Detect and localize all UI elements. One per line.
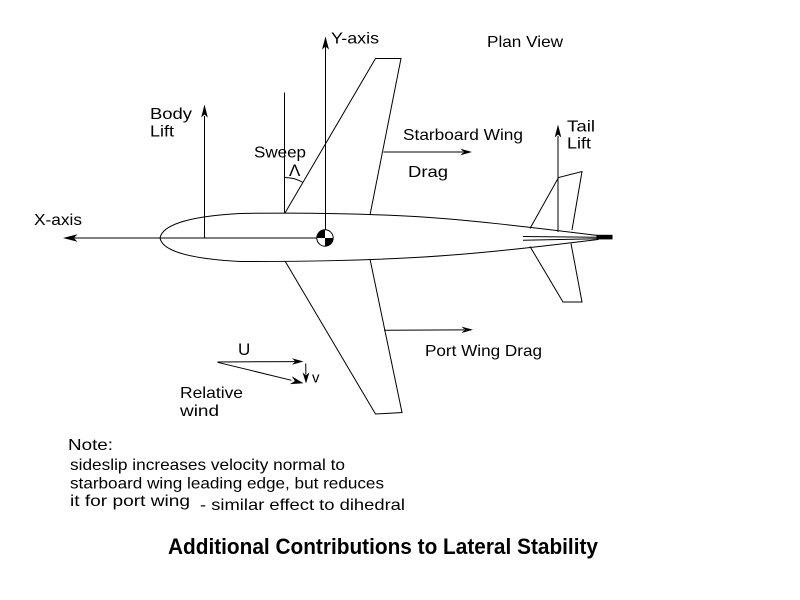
v-vector-label: v [312, 369, 320, 387]
tailcone-lower-line [523, 239, 597, 241]
y-axis-label: Y-axis [331, 30, 379, 48]
y-axis-arrow [322, 37, 329, 231]
starboard-tailplane-outline [530, 172, 582, 231]
vertical-fin-tip [597, 235, 613, 240]
tail-lift-arrow [555, 125, 562, 233]
tail-lift-label-line2: Lift [567, 135, 592, 153]
sweep-lambda-symbol: Λ [289, 161, 301, 180]
u-vector-label: U [238, 340, 251, 359]
fuselage-outline [160, 213, 598, 261]
note-line2: starboard wing leading edge, but reduces [70, 475, 384, 493]
note-line1: sideslip increases velocity normal to [70, 457, 346, 474]
tail-lift-label-line1: Tail [567, 118, 595, 136]
u-velocity-vector [218, 358, 304, 364]
cg-symbol [317, 230, 333, 246]
port-wing-outline [285, 259, 402, 414]
relative-wind-label-line1: Relative [180, 385, 244, 402]
port-tailplane-outline [530, 244, 582, 303]
relative-wind-label-line2: wind [178, 403, 219, 420]
note-line3: it for port wing [70, 493, 190, 510]
body-lift-arrow [201, 105, 208, 239]
starboard-wing-label: Starboard Wing [403, 127, 523, 144]
port-wing-drag-arrow [384, 327, 473, 333]
diagram-title: Additional Contributions to Lateral Stability [168, 534, 599, 559]
starboard-drag-label: Drag [408, 164, 448, 181]
note-heading: Note: [68, 437, 113, 454]
v-sideslip-vector [303, 364, 310, 384]
x-axis-arrow [63, 234, 317, 241]
starboard-wing-outline [285, 59, 401, 216]
relative-wind-vector [218, 362, 304, 384]
port-wing-drag-label: Port Wing Drag [425, 343, 542, 360]
body-lift-label-line2: Lift [150, 123, 175, 141]
sweep-label: Sweep [254, 144, 307, 162]
starboard-wing-drag-arrow [384, 149, 473, 155]
tailcone-upper-line [523, 237, 597, 238]
plan-view-label: Plan View [487, 34, 564, 51]
note-line3-suffix: - similar effect to dihedral [200, 497, 405, 514]
x-axis-label: X-axis [34, 212, 82, 229]
body-lift-label-line1: Body [150, 106, 192, 123]
